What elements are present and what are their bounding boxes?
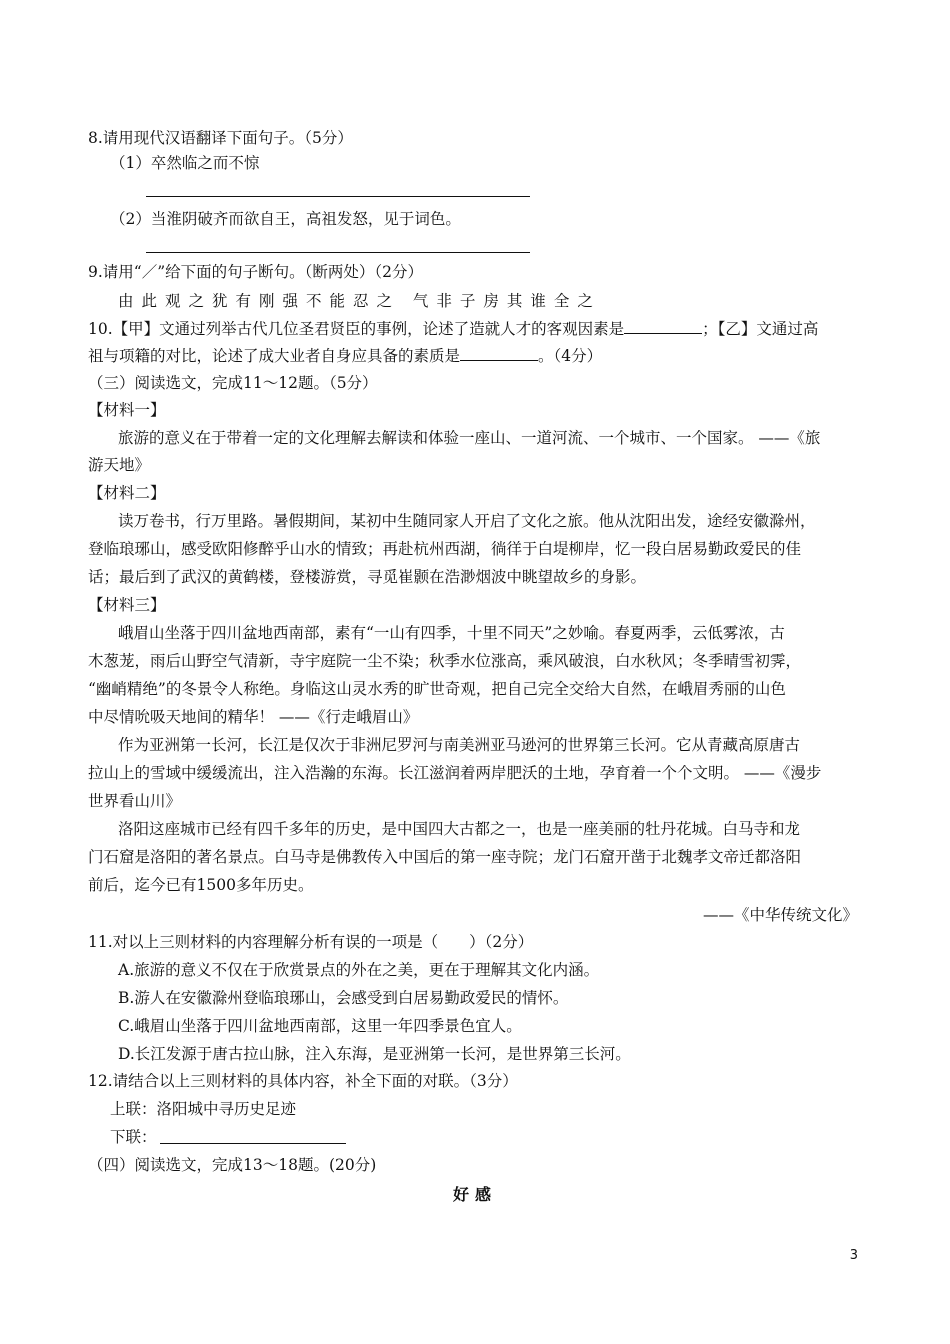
q10-line-1-text-a: 10.【甲】文通过列举古代几位圣君贤臣的事例，论述了造就人才的客观因素是 xyxy=(88,320,625,338)
material-3-p1-line-4: 中尽情吮吸天地间的精华！ ——《行走峨眉山》 xyxy=(88,708,419,726)
q8-sentence-2: （2）当淮阴破齐而欲自王，高祖发怒，见于词色。 xyxy=(110,210,461,228)
q11-stem: 11.对以上三则材料的内容理解分析有误的一项是（ ）（2分） xyxy=(88,933,534,951)
q10-line-2-text-b: 。（4分） xyxy=(538,347,603,365)
essay-title: 好感 xyxy=(452,1185,497,1204)
page-number: 3 xyxy=(849,1248,858,1263)
q12-lower-couplet-label: 下联： xyxy=(110,1128,157,1146)
material-1-line-2: 游天地》 xyxy=(88,456,151,474)
material-1-line-1: 旅游的意义在于带着一定的文化理解去解读和体验一座山、一道河流、一个城市、一个国家。 ——《旅 xyxy=(118,429,821,447)
q12-lower-couplet-blank[interactable] xyxy=(160,1143,346,1144)
material-3-source: ——《中华传统文化》 xyxy=(702,906,858,924)
q11-option-a[interactable]: A.旅游的意义不仅在于欣赏景点的外在之美，更在于理解其文化内涵。 xyxy=(118,961,600,979)
section-4-heading: （四）阅读选文，完成13～18题。(20分) xyxy=(88,1156,377,1174)
q10-line-2 xyxy=(88,346,602,366)
material-3-p1-line-3: “幽峭精绝”的冬景令人称绝。身临这山灵水秀的旷世奇观，把自己完全交给大自然，在峨眉秀丽的山色 xyxy=(88,680,786,698)
q11-option-b[interactable]: B.游人在安徽滁州登临琅琊山，会感受到白居易勤政爱民的情怀。 xyxy=(118,989,569,1007)
material-2-line-3: 话；最后到了武汉的黄鹤楼，登楼游赏，寻觅崔颢在浩渺烟波中眺望故乡的身影。 xyxy=(88,568,647,586)
q10-line-1-text-b: ；【乙】文通过高 xyxy=(702,320,819,338)
section-3-heading: （三）阅读选文，完成11～12题。（5分） xyxy=(88,374,378,392)
q8-stem: 8.请用现代汉语翻译下面句子。（5分） xyxy=(88,129,353,147)
material-1-label: 【材料一】 xyxy=(88,401,166,419)
material-3-p1-line-2: 木葱茏，雨后山野空气清新，寺宇庭院一尘不染；秋季水位涨高，乘风破浪，白水秋风；冬季晴雪初霁， xyxy=(88,652,802,670)
q11-option-c[interactable]: C.峨眉山坐落于四川盆地西南部，这里一年四季景色宜人。 xyxy=(118,1017,522,1035)
q10-line-2-text-a: 祖与项籍的对比，论述了成大业者自身应具备的素质是 xyxy=(88,347,461,365)
q10-blank-2[interactable] xyxy=(460,346,538,361)
material-2-label: 【材料二】 xyxy=(88,484,166,502)
q9-stem: 9.请用“／”给下面的句子断句。（断两处）（2分） xyxy=(88,263,423,281)
material-2-line-1: 读万卷书，行万里路。暑假期间，某初中生随同家人开启了文化之旅。他从沈阳出发，途经安徽滁州， xyxy=(118,512,816,530)
q8-sentence-1: （1）卒然临之而不惊 xyxy=(110,154,260,172)
material-3-p2-line-3: 世界看山川》 xyxy=(88,792,182,810)
material-3-p2-line-1: 作为亚洲第一长河，长江是仅次于非洲尼罗河与南美洲亚马逊河的世界第三长河。它从青藏高原唐古 xyxy=(118,736,801,754)
material-3-p3-line-1: 洛阳这座城市已经有四千多年的历史，是中国四大古都之一，也是一座美丽的牡丹花城。白马寺和龙 xyxy=(118,820,801,838)
material-3-p3-line-3: 前后，迄今已有1500多年历史。 xyxy=(88,876,314,894)
material-3-p2-line-2: 拉山上的雪域中缓缓流出，注入浩瀚的东海。长江滋润着两岸肥沃的土地，孕育着一个个文明。 ——《漫步 xyxy=(88,764,822,782)
q12-stem: 12.请结合以上三则材料的具体内容，补全下面的对联。（3分） xyxy=(88,1072,518,1090)
material-3-p1-line-1: 峨眉山坐落于四川盆地西南部，素有“一山有四季，十里不同天”之妙喻。春夏两季，云低雾浓，古 xyxy=(118,624,785,642)
q8-answer-line-1[interactable] xyxy=(146,196,530,197)
material-2-line-2: 登临琅琊山，感受欧阳修醉乎山水的情致；再赴杭州西湖，徜徉于白堤柳岸，忆一段白居易勤政爱民的佳 xyxy=(88,540,802,558)
q8-answer-line-2[interactable] xyxy=(146,252,530,253)
q12-upper-couplet: 上联：洛阳城中寻历史足迹 xyxy=(110,1100,297,1118)
q9-sentence: 由此观之犹有刚强不能忍之 气非子房其谁全之 xyxy=(118,292,601,310)
q10-line-1 xyxy=(88,319,818,339)
q10-blank-1[interactable] xyxy=(624,319,702,334)
q11-option-d[interactable]: D.长江发源于唐古拉山脉，注入东海，是亚洲第一长河，是世界第三长河。 xyxy=(118,1045,631,1063)
material-3-p3-line-2: 门石窟是洛阳的著名景点。白马寺是佛教传入中国后的第一座寺院；龙门石窟开凿于北魏孝文帝迁都洛阳 xyxy=(88,848,802,866)
material-3-label: 【材料三】 xyxy=(88,596,166,614)
